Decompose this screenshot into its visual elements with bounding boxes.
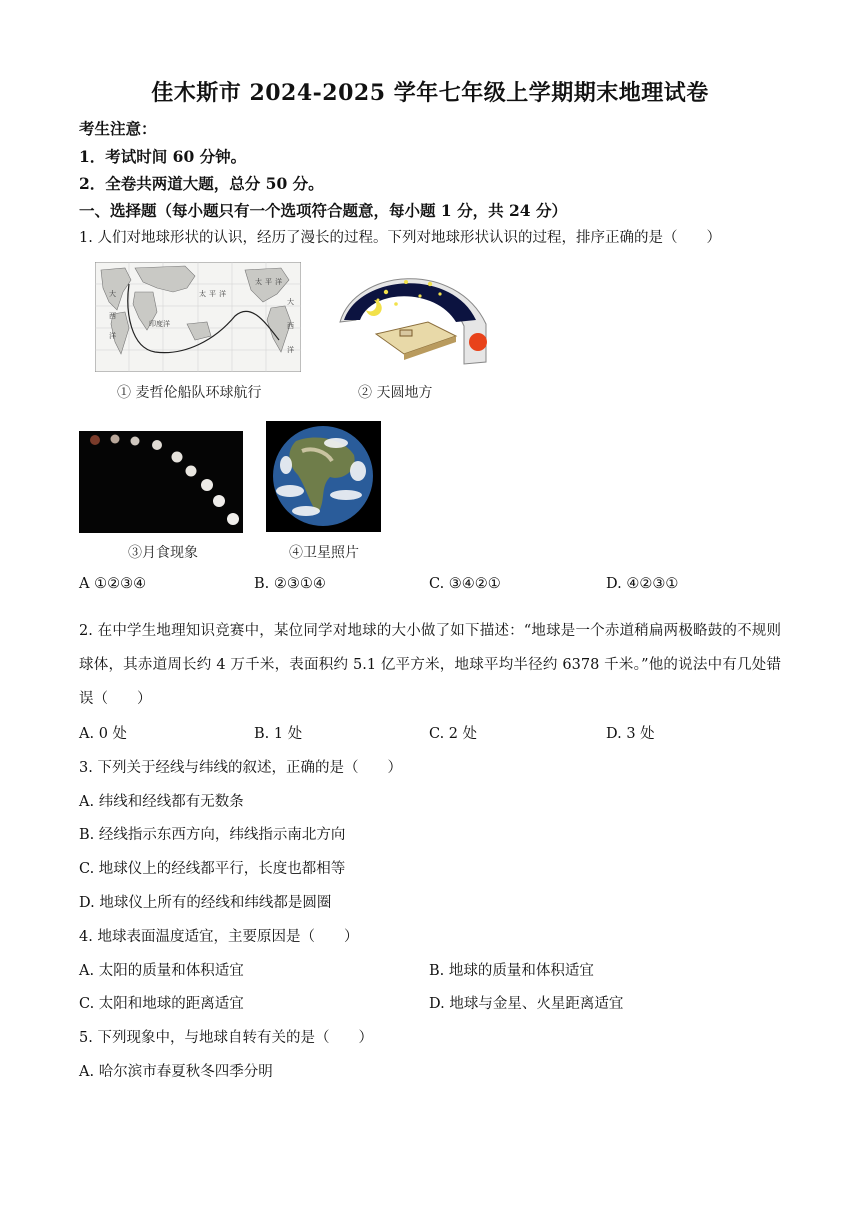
notice-heading: 考生注意：	[79, 119, 157, 138]
map-label: 洋	[287, 346, 294, 354]
q3-option-d[interactable]: D. 地球仪上所有的经线和纬线都是圆圈	[79, 895, 332, 911]
lunar-eclipse-photo	[79, 431, 243, 533]
figure-2-caption: ② 天圆地方	[358, 385, 433, 401]
q4-option-a[interactable]: A. 太阳的质量和体积适宜	[79, 963, 244, 979]
q3-option-b[interactable]: B. 经线指示东西方向，纬线指示南北方向	[79, 827, 346, 843]
earth-satellite-photo	[266, 421, 381, 532]
q2-option-d[interactable]: D. 3 处	[606, 726, 655, 742]
page-title: 佳木斯市 2024-2025 学年七年级上学期期末地理试卷	[151, 80, 709, 106]
magellan-map	[95, 262, 301, 372]
question-3-stem: 3. 下列关于经线与纬线的叙述，正确的是（ ）	[79, 760, 402, 776]
map-label: 洋	[219, 290, 226, 298]
map-label: 西	[109, 312, 116, 320]
q4-option-b[interactable]: B. 地球的质量和体积适宜	[429, 963, 594, 979]
section-heading: 一、选择题（每小题只有一个选项符合题意，每小题 1 分，共 24 分）	[79, 201, 567, 220]
question-2-stem: 2. 在中学生地理知识竞赛中，某位同学对地球的大小做了如下描述：“地球是一个赤道稍扁两极略鼓的不规则球体，其赤道周长约 4 万千米，表面积约 5.1 亿平方米，地球平均半径约 6378 千米。”他的说法中有几处错误（ ）	[79, 623, 781, 707]
map-label: 洋	[109, 332, 116, 340]
q2-option-c[interactable]: C. 2 处	[429, 726, 478, 742]
q4-option-c[interactable]: C. 太阳和地球的距离适宜	[79, 996, 244, 1012]
notice-item-1: 1．考试时间 60 分钟。	[79, 147, 247, 166]
q4-option-d[interactable]: D. 地球与金星、火星距离适宜	[429, 996, 624, 1012]
dome-illustration	[336, 264, 490, 368]
question-1-stem: 1. 人们对地球形状的认识，经历了漫长的过程。下列对地球形状认识的过程，排序正确的是（ ）	[79, 230, 721, 246]
map-label: 平	[265, 278, 272, 286]
figure-1-caption: ① 麦哲伦船队环球航行	[117, 385, 262, 401]
map-label: 大	[109, 290, 116, 298]
q5-option-a[interactable]: A. 哈尔滨市春夏秋冬四季分明	[79, 1064, 273, 1080]
map-label: 洋	[275, 278, 282, 286]
q3-option-a[interactable]: A. 纬线和经线都有无数条	[79, 794, 244, 810]
map-label: 印度洋	[149, 320, 170, 328]
q1-option-d[interactable]: D. ④②③①	[606, 576, 679, 592]
q3-option-c[interactable]: C. 地球仪上的经线都平行，长度也都相等	[79, 861, 346, 877]
q1-option-a[interactable]: A ①②③④	[79, 576, 147, 592]
map-label: 太	[199, 290, 206, 298]
q2-option-a[interactable]: A. 0 处	[79, 726, 128, 742]
question-4-stem: 4. 地球表面温度适宜，主要原因是（ ）	[79, 929, 359, 945]
q1-option-c[interactable]: C. ③④②①	[429, 576, 501, 592]
figure-3-caption: ③月食现象	[128, 545, 198, 561]
q1-option-b[interactable]: B. ②③①④	[254, 576, 326, 592]
map-label: 平	[209, 290, 216, 298]
figure-4-caption: ④卫星照片	[289, 545, 359, 561]
q2-option-b[interactable]: B. 1 处	[254, 726, 303, 742]
map-label: 大	[287, 298, 294, 306]
map-label: 西	[287, 322, 294, 330]
notice-item-2: 2．全卷共两道大题，总分 50 分。	[79, 174, 324, 193]
map-label: 太	[255, 278, 262, 286]
question-5-stem: 5. 下列现象中，与地球自转有关的是（ ）	[79, 1030, 373, 1046]
